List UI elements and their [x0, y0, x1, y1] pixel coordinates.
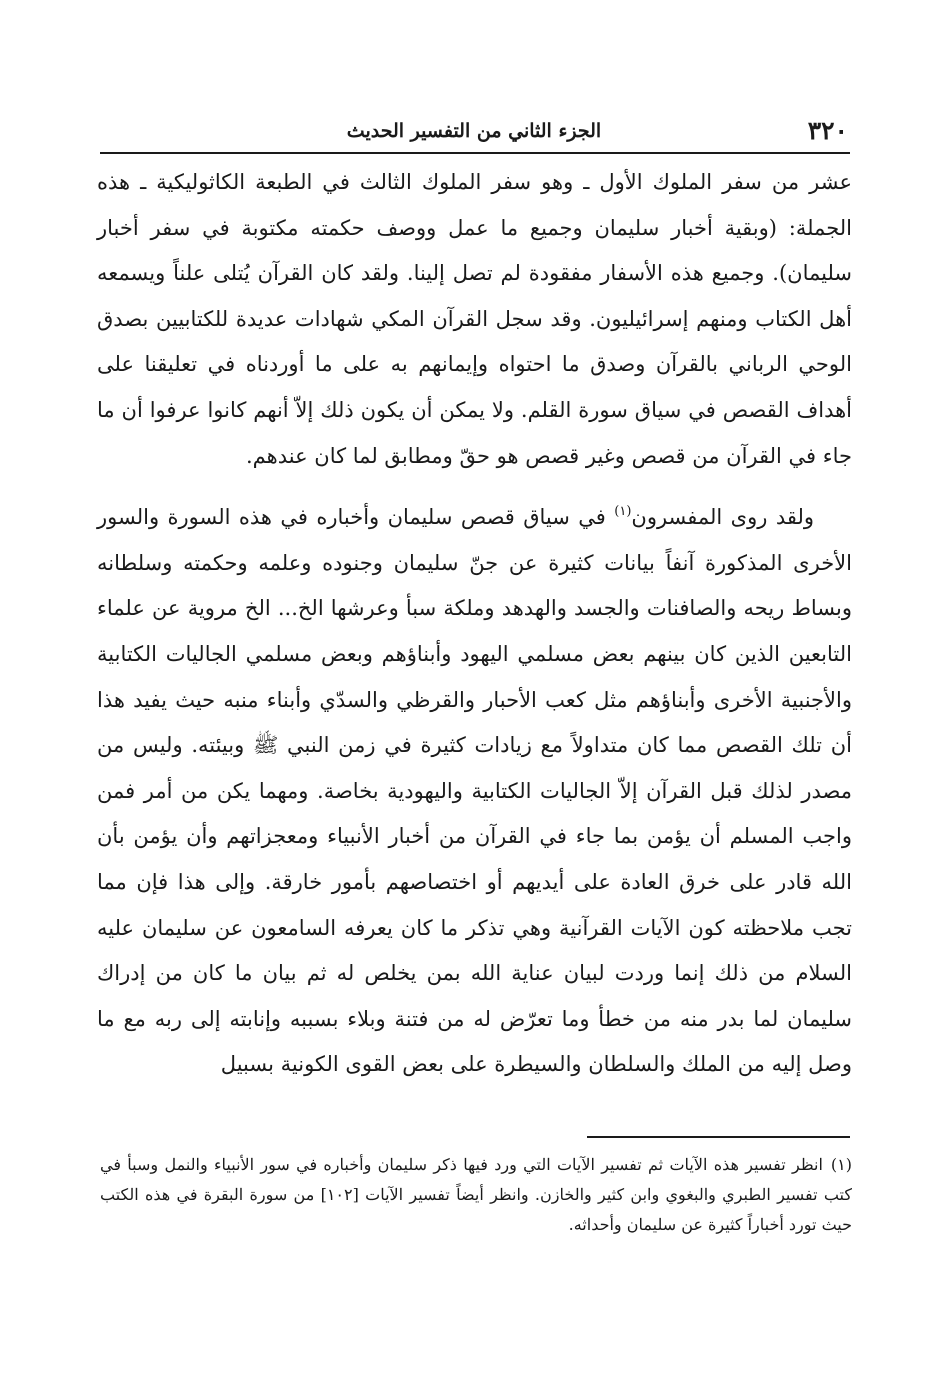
paragraph-2-opening: ولقد روى المفسرون	[631, 505, 815, 530]
header-divider	[100, 152, 850, 154]
footnote-divider	[587, 1136, 850, 1138]
running-title: الجزء الثاني من التفسير الحديث	[346, 120, 602, 142]
footnotes	[100, 1150, 852, 1240]
footnote-marker: (١)	[830, 1155, 852, 1174]
footnote-1	[100, 1150, 852, 1240]
page-number: ٣٢٠	[807, 116, 848, 145]
main-text	[97, 160, 852, 1088]
footnote-text: انظر تفسير هذه الآيات ثم تفسير الآيات التي ورد فيها ذكر سليمان وأخباره في سور الأنبياء والنمل وسبأ في كتب تفسير الطبري والبغوي وابن كثير والخازن. وانظر أيضاً تفسير الآيات [١٠٢] من سورة البقرة في هذه الكتب حيث تورد أخباراً كثيرة عن سليمان وأحداثه.	[100, 1155, 852, 1234]
footnote-reference[interactable]: (١)	[614, 504, 632, 520]
paragraph-2-text: في سياق قصص سليمان وأخباره في هذه السورة والسور الأخرى المذكورة آنفاً بيانات كثيرة عن جنّ سليمان وجنوده وعلمه وحكمته وسلطانه وبساط ريحه والصافنات والجسد والهدهد وملكة سبأ وعرشها الخ... الخ مروية عن علماء التابعين الذين كان بينهم بعض مسلمي اليهود وأبناؤهم وبعض مسلمي الجاليات الكتابية والأجنبية الأخرى وأبناؤهم مثل كعب الأحبار والقرظي والسدّي وأبناء منبه حيث يفيد هذا أن تلك القصص مما كان متداولاً مع زيادات كثيرة في زمن النبي ﷺ وبيئته. وليس من مصدر لذلك قبل القرآن إلاّ الجاليات الكتابية واليهودية بخاصة. ومهما يكن من أمر فمن واجب المسلم أن يؤمن بما جاء في القرآن من أخبار الأنبياء ومعجزاتهم وأن يؤمن بأن الله قادر على خرق العادة على أيديهم أو اختصاصهم بأمور خارقة. وإلى هذا فإن مما تجب ملاحظته كون الآيات القرآنية وهي تذكر ما كان يعرفه السامعون عن سليمان عليه السلام من ذلك إنما وردت لبيان عناية الله بمن يخلص له ثم بيان ما كان من إدراك سليمان لما بدر منه من خطأ وما تعرّض له من فتنة وبلاء بسببه وإنابته إلى ربه مع ما وصل إليه من الملك والسلطان والسيطرة على بعض القوى الكونية بسبيل	[97, 505, 852, 1077]
paragraph-1: عشر من سفر الملوك الأول ـ وهو سفر الملوك الثالث في الطبعة الكاثوليكية ـ هذه الجملة: (وبقية أخبار سليمان وجميع ما عمل ووصف حكمته مكتوبة في سفر أخبار سليمان). وجميع هذه الأسفار مفقودة لم تصل إلينا. ولقد كان القرآن يُتلى علناً ويسمعه أهل الكتاب ومنهم إسرائيليون. وقد سجل القرآن المكي شهادات عديدة للكتابيين بصدق الوحي الرباني بالقرآن وصدق ما احتواه وإيمانهم به على ما أوردناه في تعليقنا على أهداف القصص في سياق سورة القلم. ولا يمكن أن يكون ذلك إلاّ أنهم كانوا عرفوا أن ما جاء في القرآن من قصص وغير قصص هو حقّ ومطابق لما كان عندهم.	[97, 170, 852, 468]
page-header	[100, 113, 848, 151]
paragraph-2	[97, 495, 852, 1088]
